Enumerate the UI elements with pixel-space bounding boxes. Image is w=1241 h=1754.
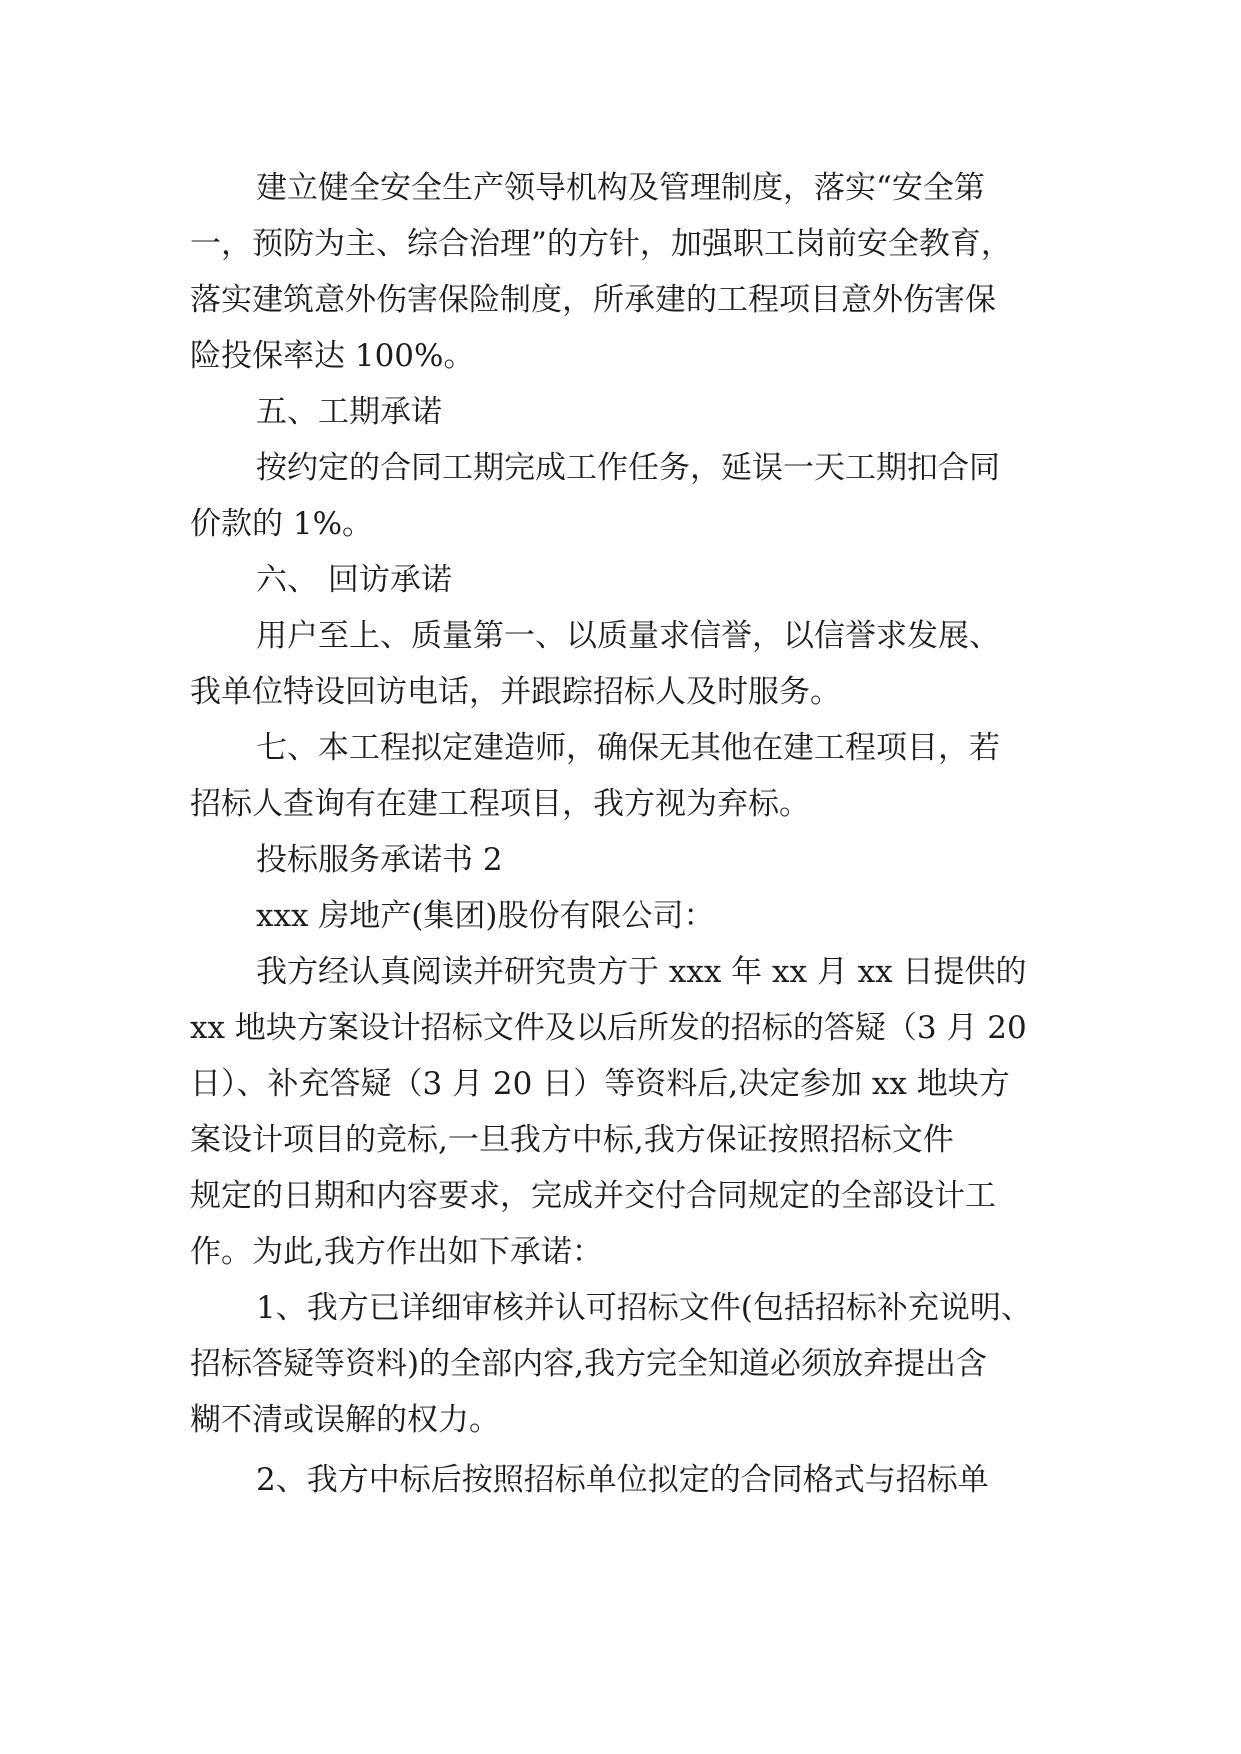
section-title: 投标服务承诺书 2 — [256, 842, 503, 878]
paragraph-intro-line-4: 案设计项目的竞标,一旦我方中标,我方保证按照招标文件 — [190, 1122, 954, 1158]
paragraph-safety-line-1: 建立健全安全生产领导机构及管理制度，落实“安全第 — [256, 170, 985, 206]
paragraph-safety-line-3: 落实建筑意外伤害保险制度，所承建的工程项目意外伤害保 — [190, 282, 996, 318]
commitment-1-line-1: 1、我方已详细审核并认可招标文件(包括招标补充说明、 — [256, 1290, 1032, 1326]
commitment-1-line-2: 招标答疑等资料)的全部内容,我方完全知道必须放弃提出含 — [190, 1346, 987, 1382]
paragraph-intro-line-5: 规定的日期和内容要求，完成并交付合同规定的全部设计工 — [190, 1178, 996, 1214]
paragraph-safety-line-4: 险投保率达 100%。 — [190, 338, 475, 374]
paragraph-schedule-line-2: 价款的 1%。 — [190, 506, 374, 542]
paragraph-visit-line-1: 用户至上、质量第一、以质量求信誉，以信誉求发展、 — [256, 618, 1000, 654]
paragraph-schedule-line-1: 按约定的合同工期完成工作任务，延误一天工期扣合同 — [256, 450, 1000, 486]
addressee: xxx 房地产(集团)股份有限公司： — [256, 898, 715, 934]
paragraph-intro-line-3: 日）、补充答疑（3 月 20 日）等资料后,决定参加 xx 地块方 — [190, 1066, 1010, 1102]
paragraph-constructor-line-1: 七、本工程拟定建造师，确保无其他在建工程项目，若 — [256, 730, 1000, 766]
paragraph-intro-line-6: 作。为此,我方作出如下承诺： — [190, 1234, 603, 1270]
commitment-2-line-1: 2、我方中标后按照招标单位拟定的合同格式与招标单 — [256, 1462, 989, 1498]
paragraph-visit-line-2: 我单位特设回访电话，并跟踪招标人及时服务。 — [190, 674, 841, 710]
paragraph-intro-line-1: 我方经认真阅读并研究贵方于 xxx 年 xx 月 xx 日提供的 — [256, 954, 1027, 990]
commitment-1-line-3: 糊不清或误解的权力。 — [190, 1402, 500, 1438]
paragraph-constructor-line-2: 招标人查询有在建工程项目，我方视为弃标。 — [190, 786, 810, 822]
heading-schedule-commitment: 五、工期承诺 — [256, 394, 442, 430]
paragraph-safety-line-2: 一，预防为主、综合治理”的方针，加强职工岗前安全教育， — [190, 226, 1012, 262]
heading-visit-commitment: 六、 回访承诺 — [256, 562, 452, 598]
paragraph-intro-line-2: xx 地块方案设计招标文件及以后所发的招标的答疑（3 月 20 — [190, 1010, 1027, 1046]
